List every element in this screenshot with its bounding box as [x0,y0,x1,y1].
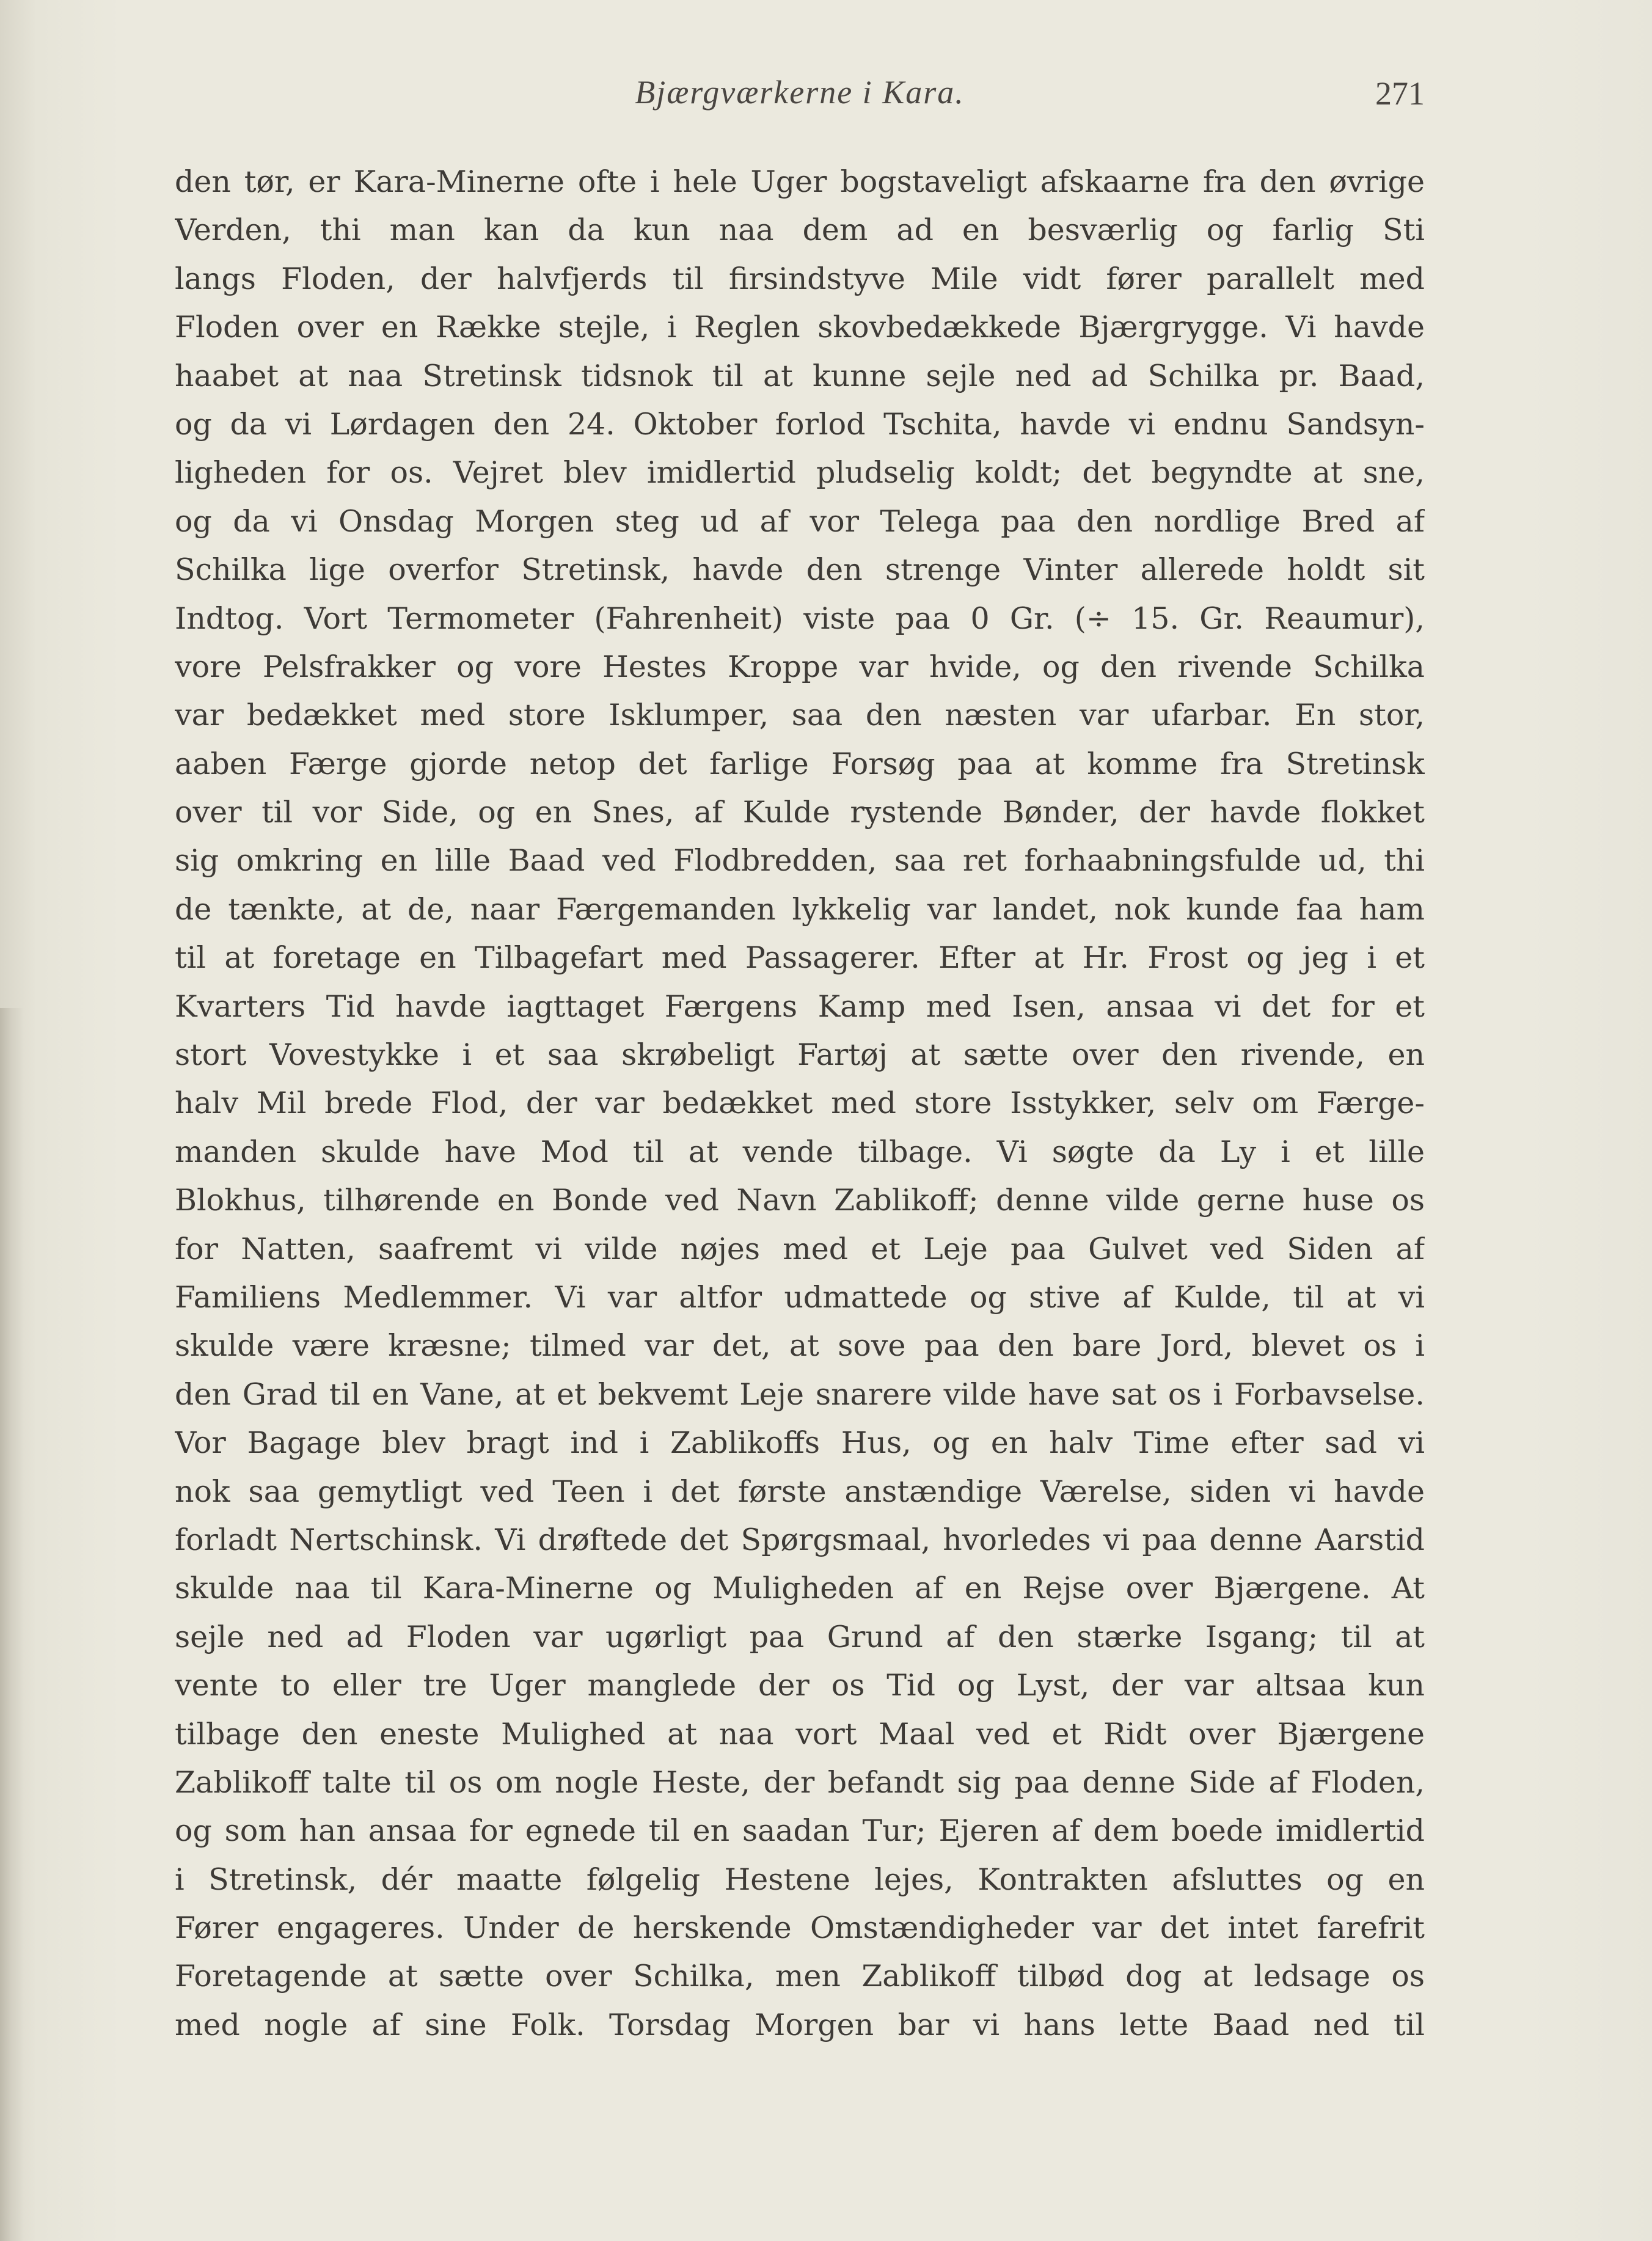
text-line: forladt Nertschinsk. Vi drøftede det Spørgsmaal, hvorledes vi paa denne Aarstid [175,1522,1425,1557]
text-line: til at foretage en Tilbagefart med Passagerer. Efter at Hr. Frost og jeg i et [175,940,1425,976]
text-line: Floden over en Række stejle, i Reglen skovbedækkede Bjærgrygge. Vi havde [175,310,1425,345]
text-line: og som han ansaa for egnede til en saadan Tur; Ejeren af dem boede imidlertid [175,1813,1425,1849]
text-line: den tør, er Kara-Minerne ofte i hele Uger bogstaveligt afskaarne fra den øvrige [175,164,1425,199]
page-number: 271 [1375,75,1425,112]
running-head [175,73,1425,128]
text-line: vente to eller tre Uger manglede der os Tid og Lyst, der var altsaa kun [175,1668,1425,1703]
text-line: med nogle af sine Folk. Torsdag Morgen bar vi hans lette Baad ned til [175,2007,1425,2042]
text-line: Vor Bagage blev bragt ind i Zablikoffs Hus, og en halv Time efter sad vi [175,1425,1425,1461]
text-line: ligheden for os. Vejret blev imidlertid pludselig koldt; det begyndte at sne, [175,455,1425,491]
text-line: Blokhus, tilhørende en Bonde ved Navn Zablikoff; denne vilde gerne huse os [175,1183,1425,1218]
text-line: sig omkring en lille Baad ved Flodbredden, saa ret forhaabningsfulde ud, thi [175,843,1425,879]
page-spine-shadow [0,1008,23,2241]
text-line: i Stretinsk, dér maatte følgelig Hestene lejes, Kontrakten afsluttes og en [175,1862,1425,1897]
text-line: sejle ned ad Floden var ugørligt paa Grund af den stærke Isgang; til at [175,1619,1425,1654]
text-line: den Grad til en Vane, at et bekvemt Leje snarere vilde have sat os i Forbavselse. [175,1376,1425,1412]
text-line: langs Floden, der halvfjerds til firsindstyve Mile vidt fører parallelt med [175,261,1425,296]
text-line: skulde naa til Kara-Minerne og Muligheden af en Rejse over Bjærgene. At [175,1571,1425,1606]
text-line: tilbage den eneste Mulighed at naa vort Maal ved et Ridt over Bjærgene [175,1716,1425,1752]
text-line: halv Mil brede Flod, der var bedækket med store Isstykker, selv om Færge- [175,1086,1425,1121]
text-line: vore Pelsfrakker og vore Hestes Kroppe var hvide, og den rivende Schilka [175,649,1425,684]
text-line: Kvarters Tid havde iagttaget Færgens Kamp med Isen, ansaa vi det for et [175,989,1425,1024]
text-line: Schilka lige overfor Stretinsk, havde den strenge Vinter allerede holdt sit [175,552,1425,588]
text-line: og da vi Lørdagen den 24. Oktober forlod Tschita, havde vi endnu Sandsyn- [175,406,1425,442]
text-line: var bedækket med store Isklumper, saa den næsten var ufarbar. En stor, [175,698,1425,733]
text-line: aaben Færge gjorde netop det farlige Forsøg paa at komme fra Stretinsk [175,746,1425,781]
running-title: Bjærgværkerne i Kara. [635,74,965,111]
text-line: manden skulde have Mod til at vende tilbage. Vi søgte da Ly i et lille [175,1134,1425,1169]
text-line: haabet at naa Stretinsk tidsnok til at kunne sejle ned ad Schilka pr. Baad, [175,358,1425,393]
text-line: stort Vovestykke i et saa skrøbeligt Fartøj at sætte over den rivende, en [175,1037,1425,1073]
text-line: over til vor Side, og en Snes, af Kulde rystende Bønder, der havde flokket [175,795,1425,830]
text-line: Familiens Medlemmer. Vi var altfor udmattede og stive af Kulde, til at vi [175,1279,1425,1315]
text-line: for Natten, saafremt vi vilde nøjes med et Leje paa Gulvet ved Siden af [175,1231,1425,1267]
body-text [175,158,1425,2049]
text-line: Zablikoff talte til os om nogle Heste, der befandt sig paa denne Side af Floden, [175,1764,1425,1800]
text-line: de tænkte, at de, naar Færgemanden lykkelig var landet, nok kunde faa ham [175,891,1425,927]
text-line: skulde være kræsne; tilmed var det, at sove paa den bare Jord, blevet os i [175,1328,1425,1364]
text-line: Indtog. Vort Termometer (Fahrenheit) viste paa 0 Gr. (÷ 15. Gr. Reaumur), [175,601,1425,636]
text-line: Fører engageres. Under de herskende Omstændigheder var det intet farefrit [175,1910,1425,1946]
text-line: Foretagende at sætte over Schilka, men Zablikoff tilbød dog at ledsage os [175,1959,1425,1994]
text-line: og da vi Onsdag Morgen steg ud af vor Telega paa den nordlige Bred af [175,503,1425,539]
text-line: Verden, thi man kan da kun naa dem ad en besværlig og farlig Sti [175,213,1425,248]
text-line: nok saa gemytligt ved Teen i det første anstændige Værelse, siden vi havde [175,1474,1425,1509]
